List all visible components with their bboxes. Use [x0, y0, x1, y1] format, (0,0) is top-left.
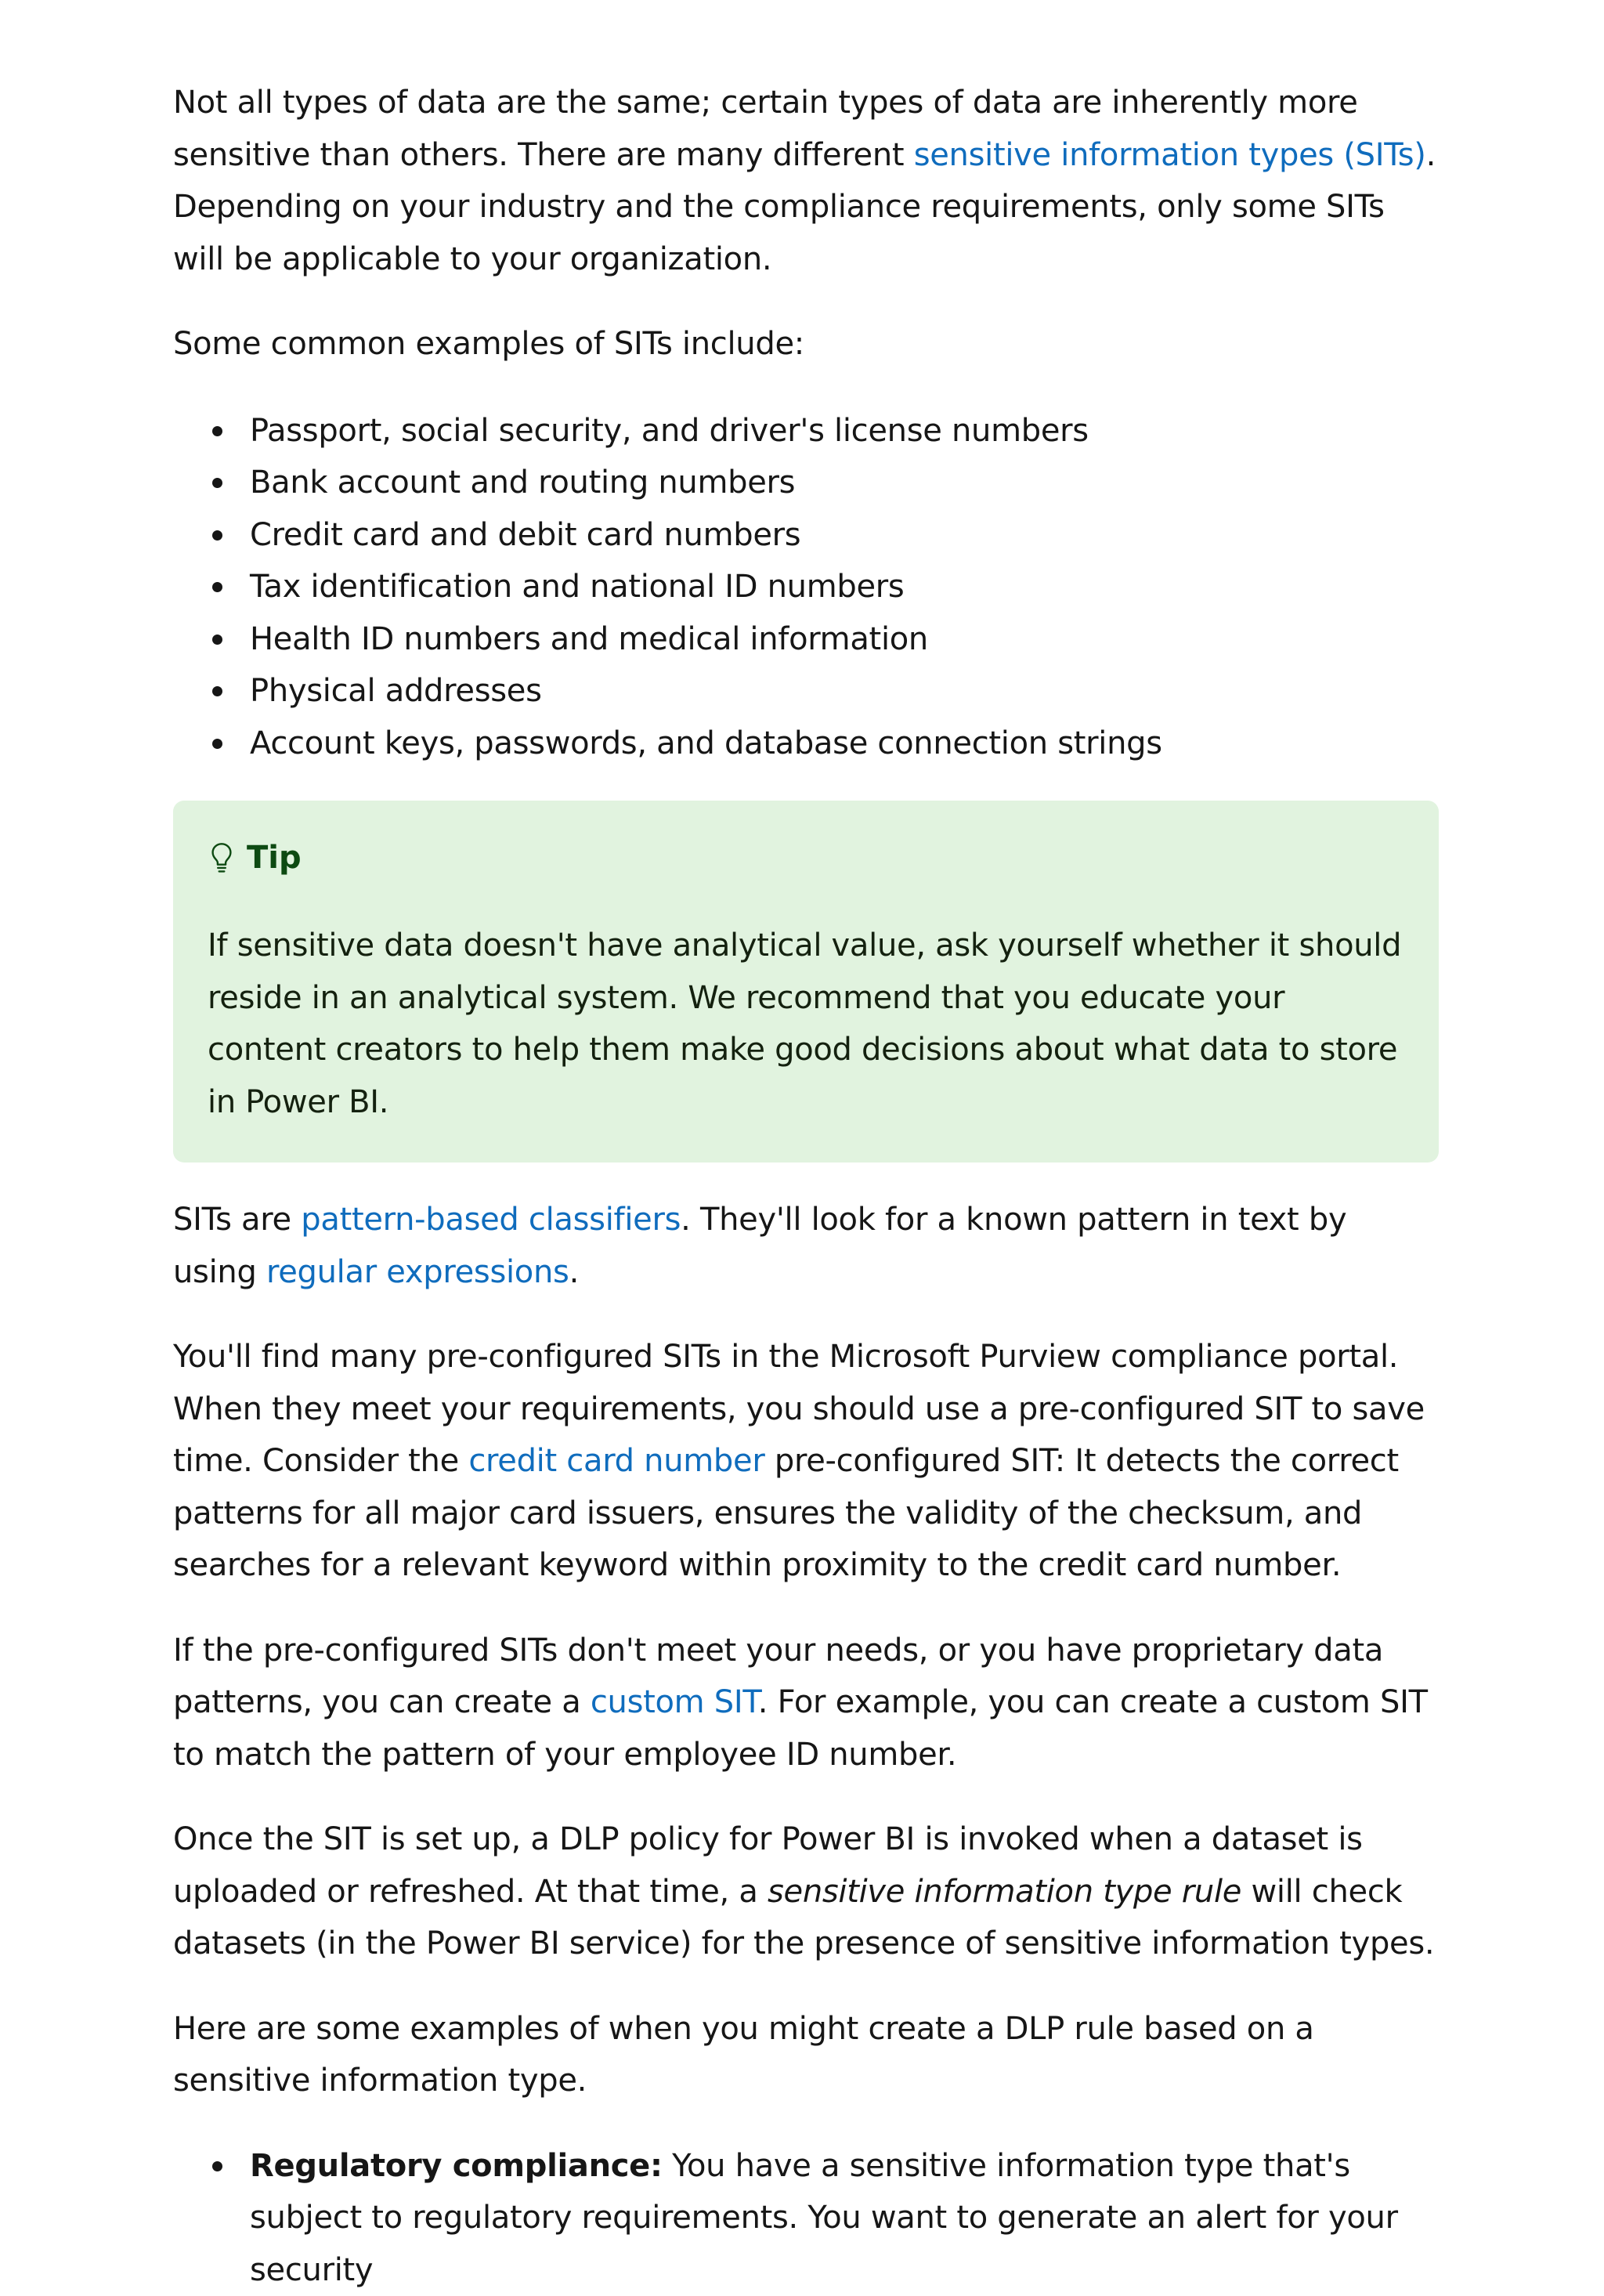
bullet-icon [212, 635, 222, 645]
list-item: Regulatory compliance: You have a sensitive information type that's subject to regulatory requirements. You want to generate an alert for your security [173, 2140, 1439, 2296]
lightbulb-icon [208, 841, 236, 874]
list-item: Tax identification and national ID numbers [173, 561, 1439, 613]
tip-header [208, 837, 1404, 879]
tip-body: If sensitive data doesn't have analytical value, ask yourself whether it should reside in an analytical system. We recommend that you educate your content creators to help them make good decisions about what data to store in Power BI. [208, 920, 1404, 1128]
custom-sit-link[interactable]: custom SIT [591, 1684, 758, 1720]
classifiers-paragraph: SITs are pattern-based classifiers. They'll look for a known pattern in text by using regular expressions. [173, 1194, 1439, 1298]
bullet-icon [212, 530, 222, 541]
preconfigured-paragraph: You'll find many pre-configured SITs in the Microsoft Purview compliance portal. When they meet your requirements, you should use a pre-configured SIT to save time. Consider the credit card number pre-configured SIT: It detects the correct patterns for all major card issuers, ensures the validity of the checksum, and searches for a relevant keyword within proximity to the credit card number. [173, 1331, 1439, 1592]
credit-card-number-link[interactable]: credit card number [468, 1443, 764, 1479]
sensitive-information-types-link[interactable]: sensitive information types (SITs) [914, 137, 1426, 173]
dlp-policy-paragraph: Once the SIT is set up, a DLP policy for Power BI is invoked when a dataset is uploaded or refreshed. At that time, a sensitive information type rule will check datasets (in the Power BI service) for the presence of sensitive information types. [173, 1813, 1439, 1970]
pattern-based-classifiers-link[interactable]: pattern-based classifiers [301, 1202, 681, 1238]
bullet-icon [212, 478, 222, 488]
bullet-icon [212, 582, 222, 592]
regular-expressions-link[interactable]: regular expressions [266, 1254, 569, 1290]
list-item: Credit card and debit card numbers [173, 509, 1439, 562]
bullet-icon [212, 2161, 222, 2171]
article-body [173, 77, 1439, 2296]
list-item: Health ID numbers and medical information [173, 613, 1439, 666]
examples-intro: Some common examples of SITs include: [173, 318, 1439, 371]
list-item: Physical addresses [173, 665, 1439, 718]
tip-title: Tip [247, 837, 302, 879]
rule-examples-intro: Here are some examples of when you might create a DLP rule based on a sensitive information type. [173, 2003, 1439, 2107]
rule-examples-list [173, 2140, 1439, 2296]
list-item: Bank account and routing numbers [173, 457, 1439, 509]
intro-paragraph: Not all types of data are the same; certain types of data are inherently more sensitive than others. There are many different sensitive information types (SITs). Depending on your industry and the compliance requirements, only some SITs will be applicable to your organization. [173, 77, 1439, 285]
tip-callout [173, 801, 1439, 1162]
bullet-icon [212, 739, 222, 749]
list-item: Account keys, passwords, and database connection strings [173, 718, 1439, 770]
list-item: Passport, social security, and driver's license numbers [173, 405, 1439, 457]
sit-examples-list [173, 405, 1439, 770]
custom-sit-paragraph: If the pre-configured SITs don't meet your needs, or you have proprietary data patterns, you can create a custom SIT. For example, you can create a custom SIT to match the pattern of your employee ID number. [173, 1625, 1439, 1781]
bullet-icon [212, 426, 222, 436]
bullet-icon [212, 686, 222, 696]
